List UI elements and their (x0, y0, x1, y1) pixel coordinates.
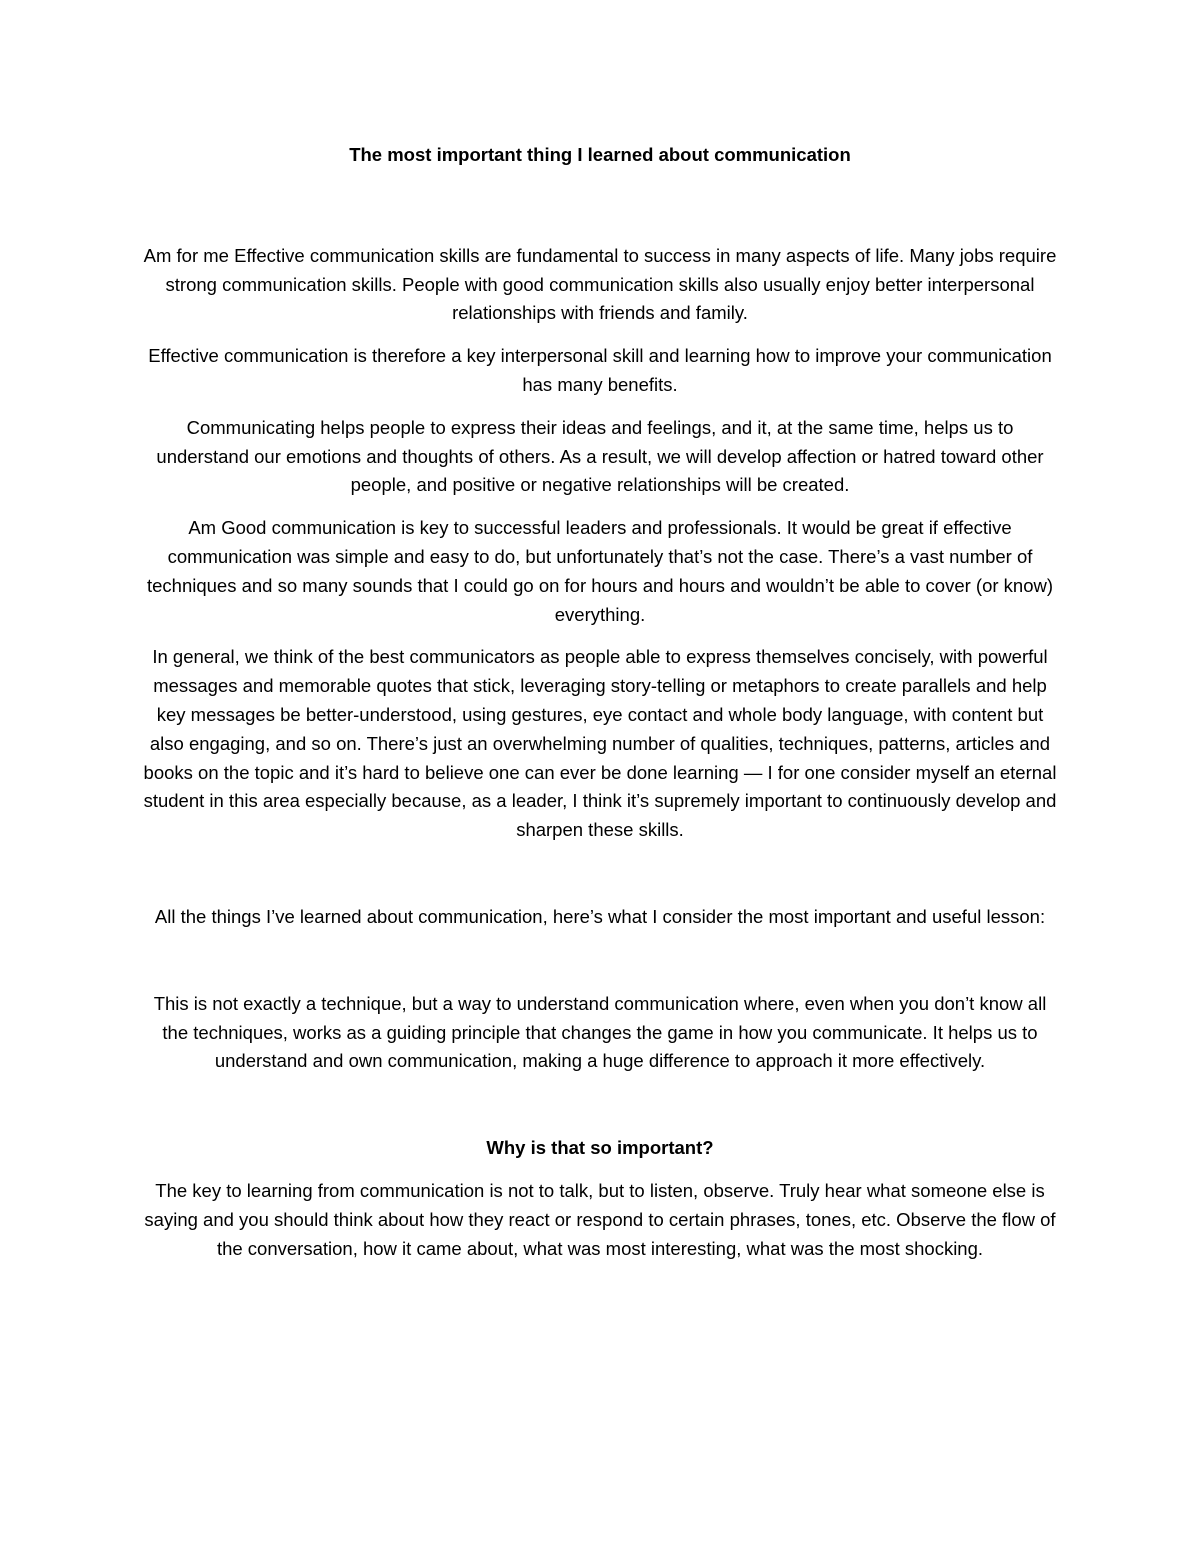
paragraph-3: Communicating helps people to express their ideas and feelings, and it, at the same time, helps us to understand our emotions and thoughts of others. As a result, we will develop affection or hatred toward other people, and positive or negative relationships will be created. (156, 416, 1044, 496)
section-heading: Why is that so important? (486, 1137, 714, 1159)
paragraph-4: Am Good communication is key to successful leaders and professionals. It would be great if effective communication was simple and easy to do, but unfortunately that’s not the case. There’s a vast number of techniques and so many sounds that I could go on for hours and hours and wouldn’t be able to cover (or know) everything. (146, 517, 1054, 625)
paragraph-2: Effective communication is therefore a key interpersonal skill and learning how to improve your communication has many benefits. (148, 345, 1052, 395)
closing-paragraph: The key to learning from communication is not to talk, but to listen, observe. Truly hear what someone else is saying and you should think about how they react or respond to certain phrases, tones, etc. Observe the flow of the conversation, how it came about, what was most interesting, what was the most shocking. (144, 1179, 1056, 1259)
paragraph-6: All the things I’ve learned about communication, here’s what I consider the most important and useful lesson: (154, 905, 1046, 927)
document-title: The most important thing I learned about communication (349, 144, 851, 165)
document-body (140, 141, 1060, 1277)
paragraph-1: Am for me Effective communication skills are fundamental to success in many aspects of life. Many jobs require strong communication skills. People with good communication skills also usually enjoy better interpersonal relationships with friends and family. (143, 244, 1057, 324)
paragraph-5: In general, we think of the best communicators as people able to express themselves concisely, with powerful messages and memorable quotes that stick, leveraging story-telling or metaphors to create parallels and help key messages be better-understood, using gestures, eye contact and whole body language, with content but also engaging, and so on. There’s just an overwhelming number of qualities, techniques, patterns, articles and books on the topic and it’s hard to believe one can ever be done learning — I for one consider myself an eternal student in this area especially because, as a leader, I think it’s supremely important to continuously develop and sharpen these skills. (143, 646, 1057, 841)
paragraph-7: This is not exactly a technique, but a way to understand communication where, even when you don’t know all the techniques, works as a guiding principle that changes the game in how you communicate. It helps us to understand and own communication, making a huge difference to approach it more effectively. (153, 992, 1047, 1072)
